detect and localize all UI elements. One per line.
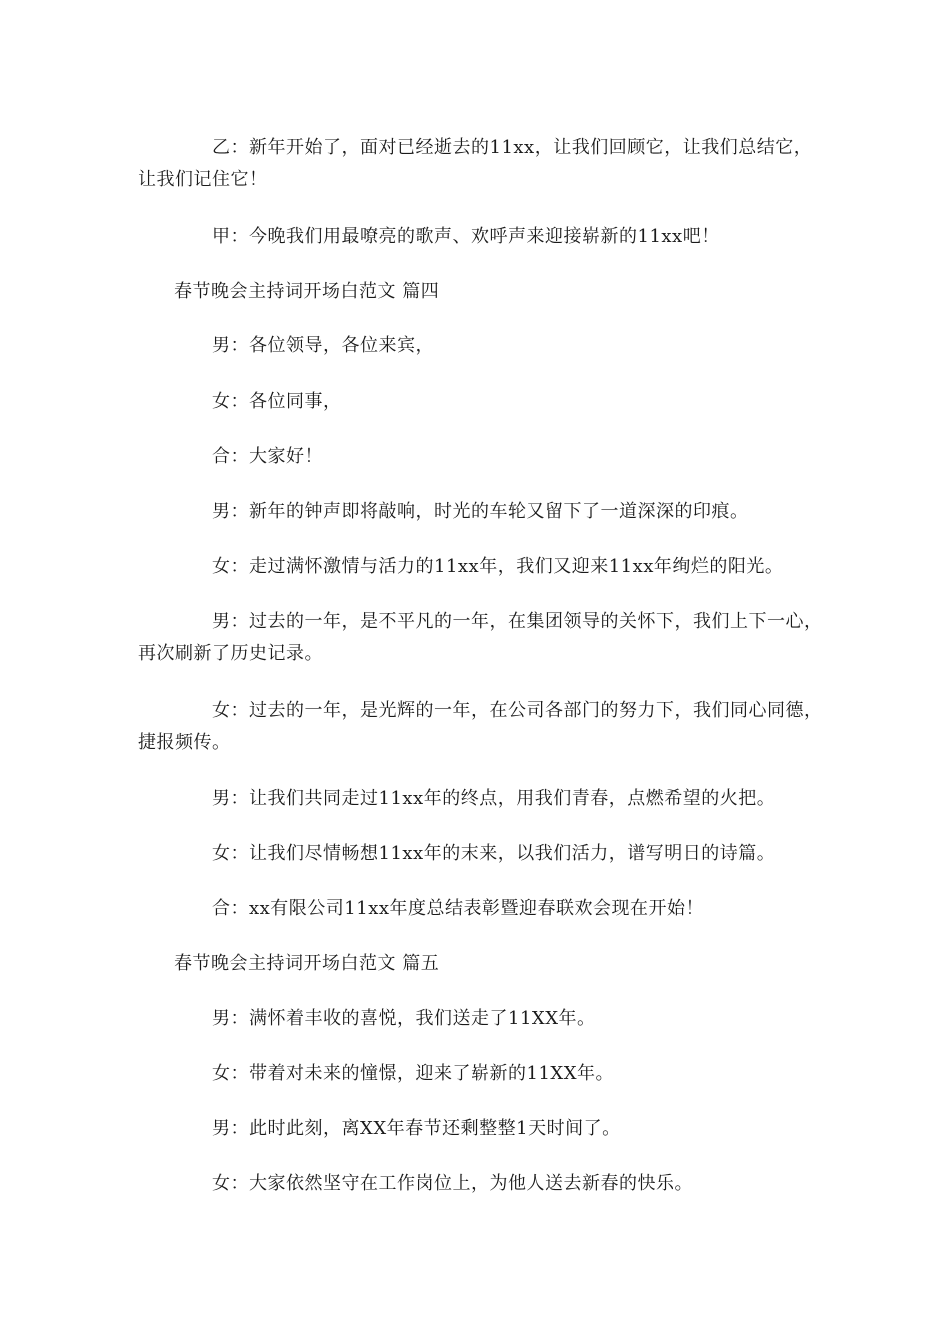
dialogue-line: 女：大家依然坚守在工作岗位上，为他人送去新春的快乐。: [212, 1173, 693, 1194]
section-heading-part-four: 春节晚会主持词开场白范文 篇四: [174, 281, 440, 302]
dialogue-line: 合：大家好！: [212, 446, 323, 467]
dialogue-line: 女：带着对未来的憧憬，迎来了崭新的11XX年。: [212, 1063, 615, 1084]
dialogue-line: 男：新年的钟声即将敲响，时光的车轮又留下了一道深深的印痕。: [212, 501, 749, 522]
dialogue-line: 男：过去的一年，是不平凡的一年，在集团领导的关怀下，我们上下一心，再次刷新了历史记录。: [138, 611, 823, 664]
dialogue-line: 合：xx有限公司11xx年度总结表彰暨迎春联欢会现在开始！: [212, 898, 705, 919]
dialogue-line: 女：让我们尽情畅想11xx年的末来，以我们活力，谱写明日的诗篇。: [212, 843, 776, 864]
dialogue-line: 甲：今晚我们用最嘹亮的歌声、欢呼声来迎接崭新的11xx吧！: [212, 226, 720, 247]
dialogue-line: 女：各位同事，: [212, 391, 342, 412]
dialogue-line: 乙：新年开始了，面对已经逝去的11xx，让我们回顾它，让我们总结它，让我们记住它！: [138, 137, 813, 190]
dialogue-line: 男：满怀着丰收的喜悦，我们送走了11XX年。: [212, 1008, 596, 1029]
dialogue-line: 男：让我们共同走过11xx年的终点，用我们青春，点燃希望的火把。: [212, 788, 776, 809]
dialogue-line: 男：各位领导，各位来宾，: [212, 335, 434, 356]
dialogue-line: 女：走过满怀激情与活力的11xx年，我们又迎来11xx年绚烂的阳光。: [212, 556, 784, 577]
section-heading-part-five: 春节晚会主持词开场白范文 篇五: [174, 953, 440, 974]
dialogue-line: 女：过去的一年，是光辉的一年，在公司各部门的努力下，我们同心同德，捷报频传。: [138, 700, 823, 753]
dialogue-line: 男：此时此刻，离XX年春节还剩整整1天时间了。: [212, 1118, 621, 1139]
